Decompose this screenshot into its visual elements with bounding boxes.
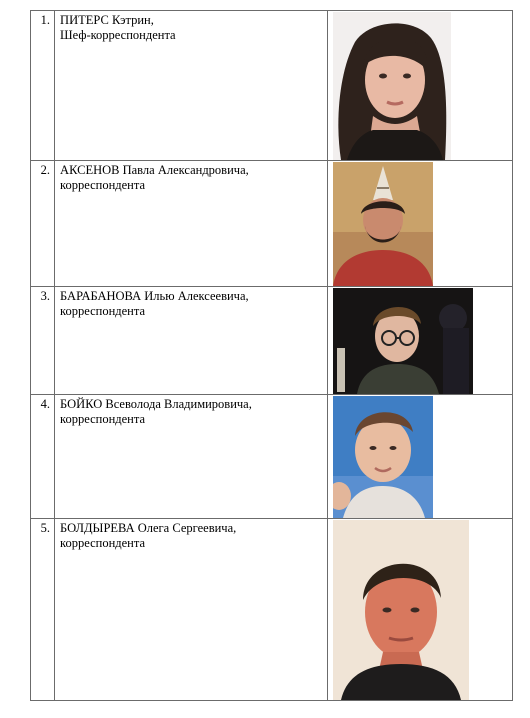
person-role: корреспондента xyxy=(60,304,146,318)
person-role: Шеф-корреспондента xyxy=(60,28,176,42)
person-cell xyxy=(55,161,328,287)
person-role: корреспондента xyxy=(60,412,146,426)
person-cell xyxy=(55,519,328,701)
person-name: АКСЕНОВ Павла Александровича, xyxy=(60,163,249,177)
row-number: 1. xyxy=(31,11,55,161)
photo-cell xyxy=(327,519,512,701)
person-role: корреспондента xyxy=(60,178,146,192)
person-cell xyxy=(55,11,328,161)
person-photo xyxy=(333,396,433,518)
person-name: БАРАБАНОВА Илью Алексеевича, xyxy=(60,289,249,303)
row-number: 5. xyxy=(31,519,55,701)
person-cell xyxy=(55,395,328,519)
row-number: 2. xyxy=(31,161,55,287)
photo-cell xyxy=(327,395,512,519)
correspondents-table xyxy=(30,10,513,701)
table-row xyxy=(31,395,513,519)
person-cell xyxy=(55,287,328,395)
row-number: 3. xyxy=(31,287,55,395)
row-number: 4. xyxy=(31,395,55,519)
photo-cell xyxy=(327,161,512,287)
table-row xyxy=(31,11,513,161)
table-row xyxy=(31,519,513,701)
table-row xyxy=(31,287,513,395)
person-photo xyxy=(333,520,469,700)
person-photo xyxy=(333,12,451,160)
person-name: ПИТЕРС Кэтрин, xyxy=(60,13,154,27)
person-photo xyxy=(333,162,433,286)
person-role: корреспондента xyxy=(60,536,146,550)
person-name: БОЙКО Всеволода Владимировича, xyxy=(60,397,252,411)
person-name: БОЛДЫРЕВА Олега Сергеевича, xyxy=(60,521,237,535)
table-row xyxy=(31,161,513,287)
photo-cell xyxy=(327,287,512,395)
photo-cell xyxy=(327,11,512,161)
person-photo xyxy=(333,288,473,394)
